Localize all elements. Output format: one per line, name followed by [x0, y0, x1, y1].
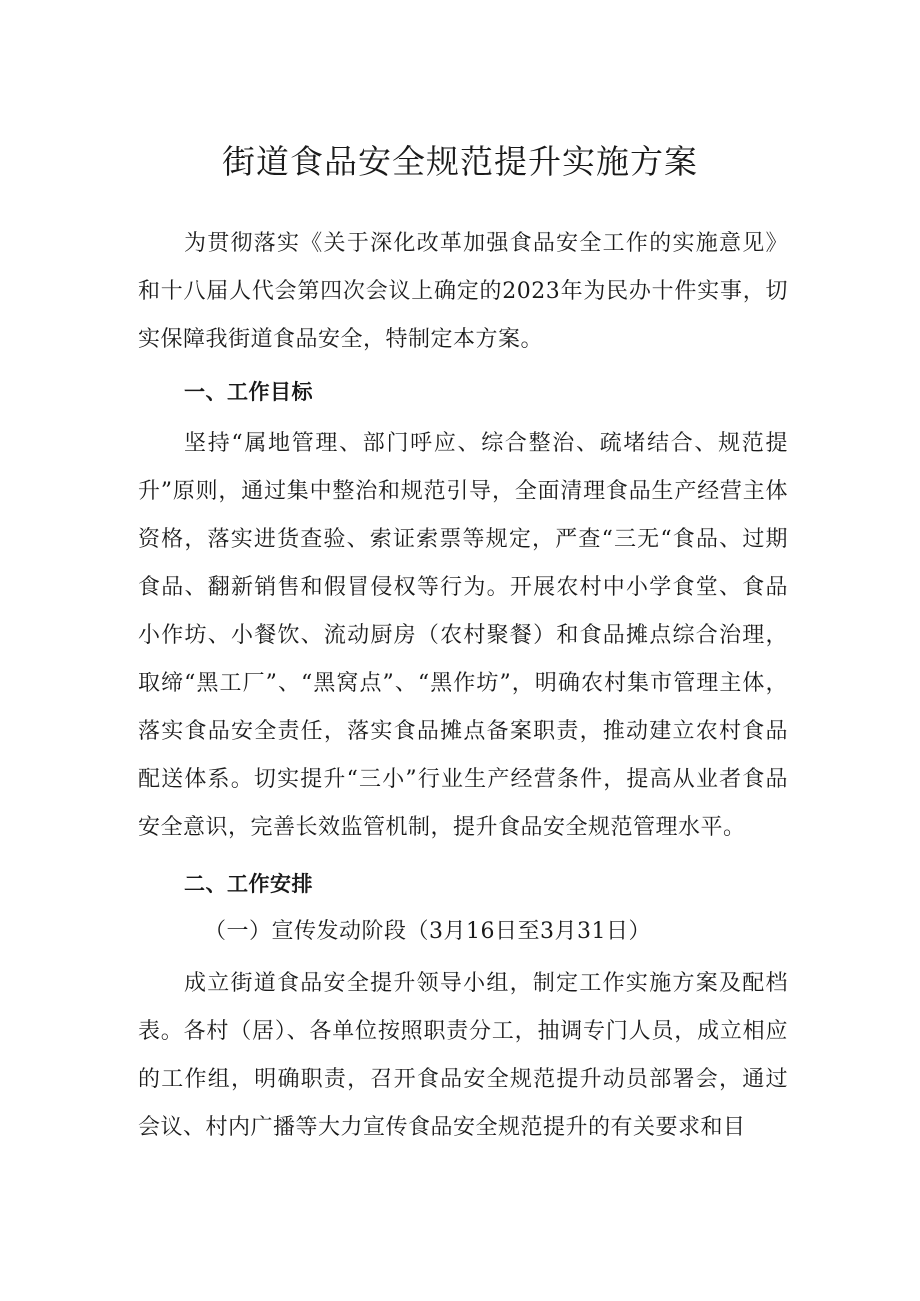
document-body — [138, 220, 788, 1152]
section-heading-arrangement: 二、工作安排 — [184, 872, 313, 896]
publicity-paragraph: 成立街道食品安全提升领导小组，制定工作实施方案及配档表。各村（居）、各单位按照职责分工，抽调专门人员，成立相应的工作组，明确职责，召开食品安全规范提升动员部署会，通过会议、村内广播等大力宣传食品安全规范提升的有关要求和目 — [138, 971, 788, 1140]
intro-paragraph: 为贯彻落实《关于深化改革加强食品安全工作的实施意见》和十八届人代会第四次会议上确定的2023年为民办十件实事，切实保障我街道食品安全，特制定本方案。 — [138, 231, 788, 352]
section-heading-goals: 一、工作目标 — [184, 380, 313, 404]
document-title: 街道食品安全规范提升实施方案 — [222, 142, 698, 181]
phase-heading-publicity: （一）宣传发动阶段（3月16日至3月31日） — [204, 919, 651, 944]
goals-paragraph: 坚持“属地管理、部门呼应、综合整治、疏堵结合、规范提升”原则，通过集中整治和规范引导，全面清理食品生产经营主体资格，落实进货查验、索证索票等规定，严查“三无“食品、过期食品、翻新销售和假冒侵权等行为。开展农村中小学食堂、食品小作坊、小餐饮、流动厨房（农村聚餐）和食品摊点综合治理，取缔“黑工厂”、“黑窝点”、“黑作坊”，明确农村集市管理主体，落实食品安全责任，落实食品摊点备案职责，推动建立农村食品配送体系。切实提升“三小”行业生产经营条件，提高从业者食品安全意识，完善长效监管机制，提升食品安全规范管理水平。 — [138, 431, 788, 840]
